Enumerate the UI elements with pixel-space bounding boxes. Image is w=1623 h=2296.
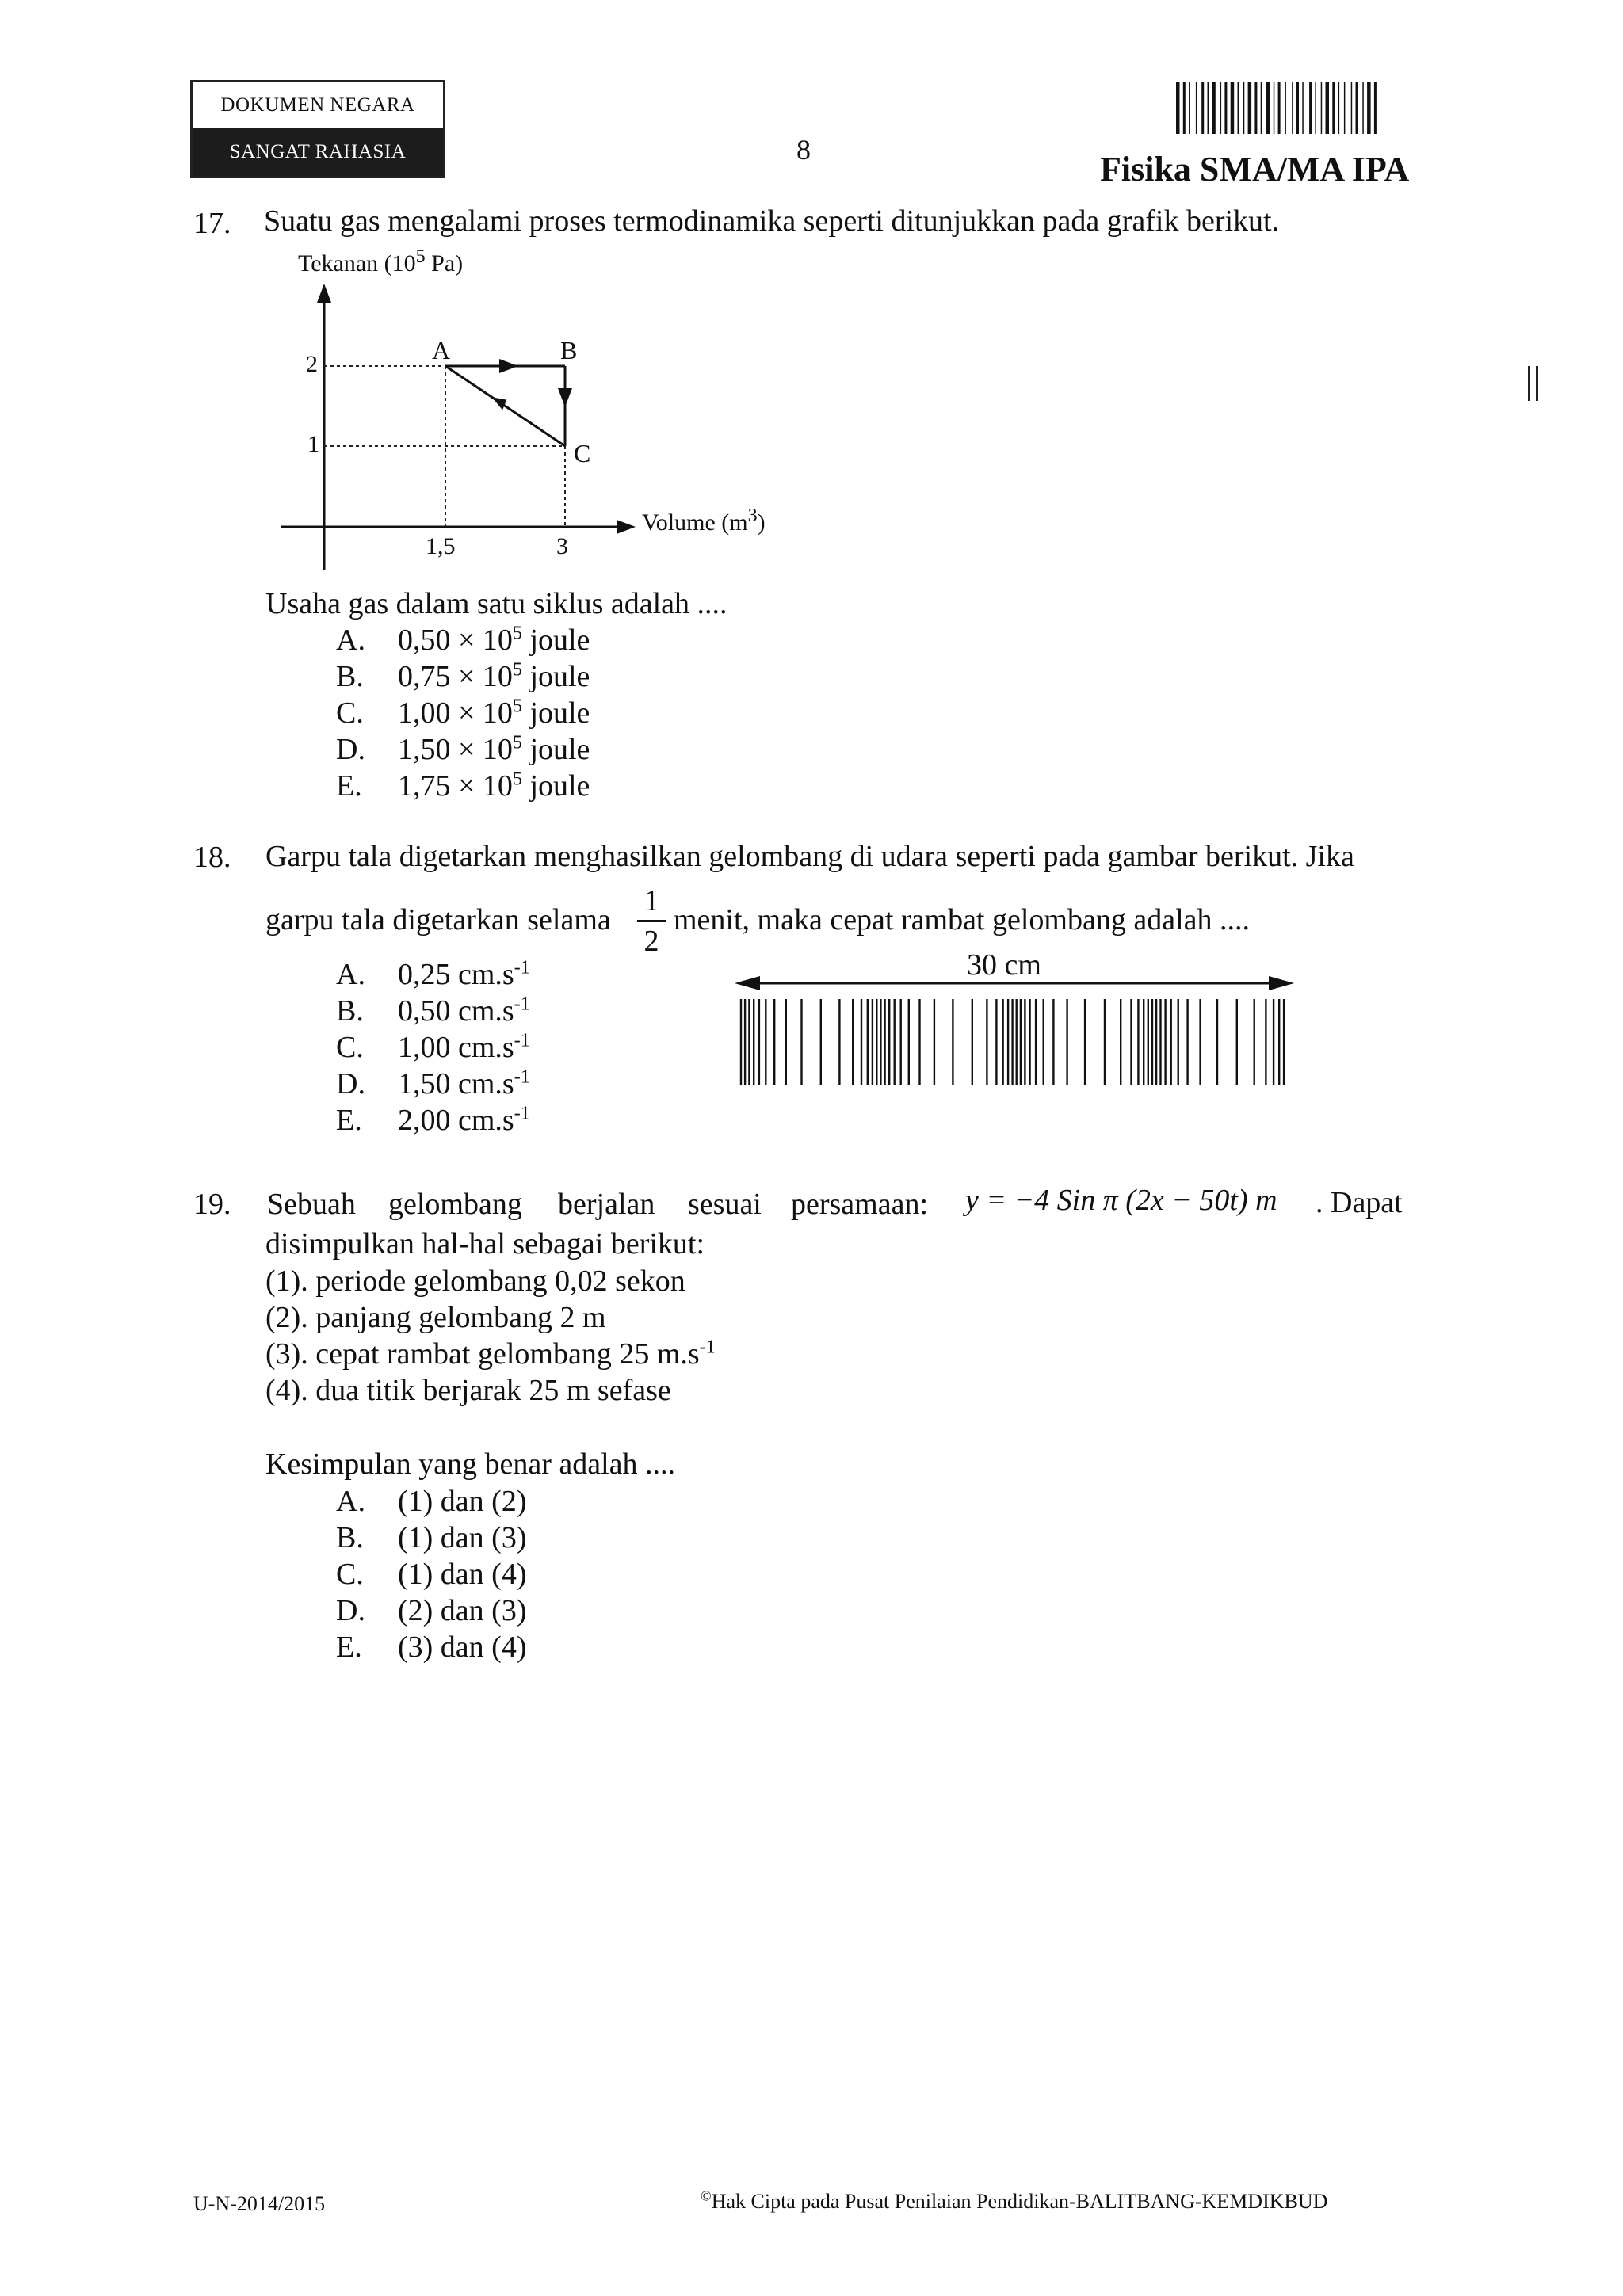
subject-title: Fisika SMA/MA IPA [1100,150,1410,189]
q18-figure-label: 30 cm [967,948,1041,982]
point-b-label: B [560,336,578,364]
doc-label: DOKUMEN NEGARA [220,94,415,116]
y-tick-2: 2 [306,351,318,377]
q19-line1-end: . Dapat [1316,1186,1403,1219]
graph-y-label: Tekanan ($10^5$ Pa) [298,246,464,277]
q19-option-d[interactable]: D. (2) dan (3) [336,1594,527,1627]
q19-option-c[interactable]: C. (1) dan (4) [336,1558,527,1591]
q19-word-1: Sebuah [267,1188,356,1221]
q18-fraction: 1 2 [634,883,669,959]
q18-options [336,957,530,1139]
q18-option-c[interactable]: C. 1,00 $cm.s^{-1}$ [336,1030,530,1064]
point-a-label: A [432,336,451,364]
secret-label: SANGAT RAHASIA [193,128,443,176]
barcode-bar [1296,82,1299,134]
q18-option-a[interactable]: A. 0,25 $cm.s^{-1}$ [336,957,530,991]
q17-options [336,623,590,805]
margin-mark [1526,366,1542,401]
barcode-bar [1332,82,1335,134]
q17-option-a[interactable]: A. $0,50 \times 10^5$ joule [336,623,590,657]
q18-option-b[interactable]: B. 0,50 $cm.s^{-1}$ [336,994,530,1028]
barcode-bar [1321,82,1323,134]
point-c-label: C [574,439,591,467]
graph-x-label: Volume $(m^3)$ [642,505,766,536]
barcode-bar [1351,82,1353,134]
q17-option-c[interactable]: C. $1,00 \times 10^5$ joule [336,696,590,730]
q18-option-d[interactable]: D. 1,50 $cm.s^{-1}$ [336,1066,530,1100]
barcode-bar [1189,82,1190,134]
q17-option-b[interactable]: B. $0,75 \times 10^5$ joule [336,659,590,693]
q19-word-5: persamaan: [791,1188,929,1221]
q19-options [336,1484,527,1666]
dimension-arrow-right [1269,976,1294,990]
arrow-a-b [499,359,518,373]
barcode-bar [1338,82,1340,134]
barcode-bar [1248,82,1252,134]
barcode-bar [1224,82,1227,134]
q19-statements [265,1263,716,1409]
q17-text: Suatu gas mengalami proses termodinamika seperti ditunjukkan pada grafik berikut. [264,204,1280,238]
barcode-bar [1367,82,1371,134]
barcode-bar [1238,82,1239,134]
page-number: 8 [796,134,811,166]
q17-number: 17. [193,207,231,240]
barcode-bar [1243,82,1245,134]
q18-wave-figure [733,971,1296,1089]
q18-option-e[interactable]: E. 2,00 $cm.s^{-1}$ [336,1103,530,1137]
x-axis-arrow [617,520,636,534]
barcode-bar [1326,82,1330,134]
barcode-bar [1278,82,1281,134]
barcode-bar [1212,82,1216,134]
q19-number: 19. [193,1188,231,1221]
arrow-b-c [558,388,572,407]
barcode-bar [1374,82,1377,134]
x-tick-1-5: 1,5 [426,533,456,559]
q19-statement-2: (2). panjang gelombang 2 m [265,1301,606,1334]
footer-copyright: ©Hak Cipta pada Pusat Penilaian Pendidikan-BALITBANG-KEMDIKBUD [701,2187,1328,2213]
q17-option-d[interactable]: D. $1,50 \times 10^5$ joule [336,732,590,766]
barcode-bar [1362,82,1364,134]
y-axis-arrow [317,284,331,303]
q17-graph [269,246,824,578]
barcode-bar [1201,82,1204,134]
barcode-bar [1315,82,1316,134]
barcode-bar [1356,82,1358,134]
barcode-bar [1196,82,1197,134]
q19-option-a[interactable]: A. (1) dan (2) [336,1485,527,1518]
x-tick-3: 3 [556,533,568,559]
barcode-bar [1208,82,1209,134]
q18-line2a: garpu tala digetarkan selama [265,903,611,936]
q17-option-e[interactable]: E. $1,75 \times 10^5$ joule [336,769,590,803]
barcode-bar [1292,82,1293,134]
q19-statement-4: (4). dua titik berjarak 25 m sefase [265,1374,671,1407]
q17-question: Usaha gas dalam satu siklus adalah .... [265,587,727,620]
q18-number: 18. [193,841,231,874]
q19-word-4: sesuai [688,1188,762,1221]
barcode-bar [1344,82,1346,134]
q19-statement-1: (1). periode gelombang 0,02 sekon [265,1264,685,1298]
barcode-bar [1302,82,1304,134]
barcode-bar [1309,82,1312,134]
barcode-bar [1231,82,1235,134]
q19-question: Kesimpulan yang benar adalah .... [265,1447,676,1481]
barcode-bar [1183,82,1186,134]
q18-line2b: menit, maka cepat rambat gelombang adalah .... [674,903,1250,936]
dimension-arrow-left [735,976,760,990]
q19-statement-3: (3). cepat rambat gelombang 25 $m.s^{-1}$ [265,1337,716,1371]
barcode-bar [1254,82,1257,134]
barcode-bar [1220,82,1222,134]
q19-equation: y = −4 Sin π (2x − 50t) m [965,1184,1277,1217]
barcode-bar [1274,82,1275,134]
y-tick-1: 1 [307,431,319,457]
barcode [1174,80,1428,135]
footer-code: U-N-2014/2015 [193,2192,326,2215]
q19-word-2: gelombang [388,1188,522,1221]
q19-line2: disimpulkan hal-hal sebagai berikut: [265,1227,705,1261]
barcode-bar [1285,82,1286,134]
barcode-bar [1176,82,1180,134]
q19-word-3: berjalan [558,1188,655,1221]
q19-option-e[interactable]: E. (3) dan (4) [336,1630,527,1664]
barcode-bar [1261,82,1262,134]
q19-option-b[interactable]: B. (1) dan (3) [336,1521,527,1554]
barcode-bar [1266,82,1270,134]
q18-line1: Garpu tala digetarkan menghasilkan gelombang di udara seperti pada gambar berikut. Jika [265,840,1354,873]
